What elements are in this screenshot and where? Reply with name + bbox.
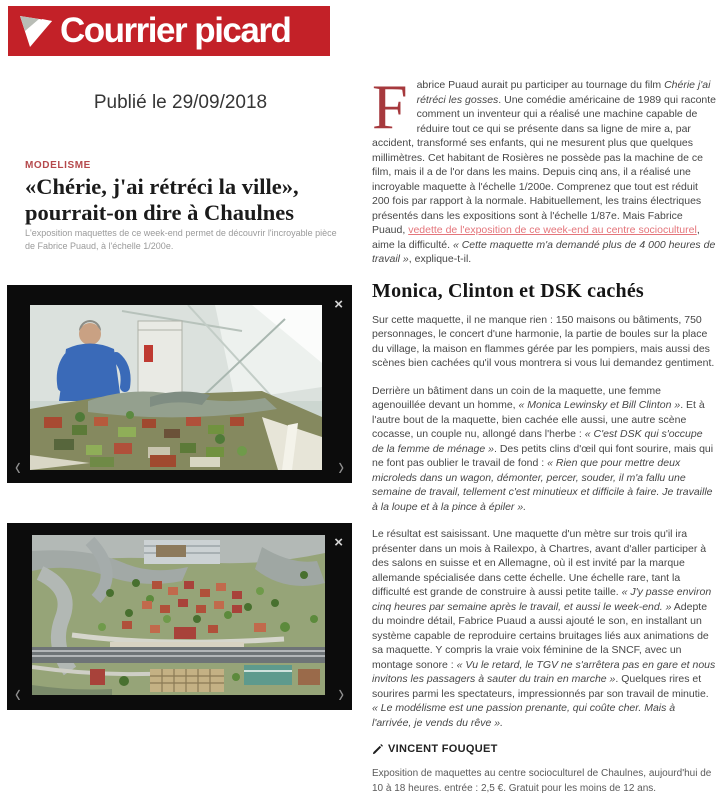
- close-icon[interactable]: ×: [334, 296, 343, 313]
- pen-icon: [372, 744, 383, 755]
- chevron-right-icon[interactable]: ›: [338, 679, 344, 708]
- article-subheading: Monica, Clinton et DSK cachés: [372, 279, 644, 302]
- photo-viewer-1: [7, 285, 352, 483]
- article-kicker: MODELISME: [25, 160, 91, 171]
- chevron-left-icon[interactable]: ‹: [15, 679, 21, 708]
- paragraph-2: Sur cette maquette, il ne manque rien : 150 maisons ou bâtiments, 750 personnages, le concert d'une harmonie, la partie de boules sur la place du village, la maison en flammes gérée par les pompiers, mais aussi des scènes bien cachées qu'il vous montrera si vous lui demandez gentiment.: [372, 313, 715, 369]
- drop-cap: F: [372, 71, 408, 142]
- chevron-right-icon[interactable]: ›: [338, 452, 344, 481]
- close-icon[interactable]: ×: [334, 534, 343, 551]
- paragraph-1: abrice Puaud aurait pu participer au tournage du film Chérie j'ai rétréci les gosses. Une comédie américaine de 1989 qui raconte comment un inventeur qui a réalisé une machine capable de réduire tout ce qui se présente dans sa ligne de mire a, par accident, transformé ses enfants, qui ne mesurent plus que quelques millimètres. Cet habitant de Rosières ne possède pas la machine de ce film, mais il a de l'or dans les mains. Depuis cinq ans, il a réalisé une incroyable maquette à l'échelle 1/200e. Comprenez que tout est réduit 200 fois par rapport à la normale. Habituellement, les trains électriques présentés dans les expositions sont à l'échelle 1/87e. Mais Fabrice Puaud, vedette de l'exposition de ce week-end au centre socioculturel, aime la difficulté. « Cette maquette m'a demandé plus de 4 000 heures de travail », explique-t-il.: [372, 79, 717, 265]
- footer-note: Exposition de maquettes au centre socioculturel de Chaulnes, aujourd'hui de 10 à 18 heures. entrée : 2,5 €. Gratuit pour les moins de 12 ans.: [372, 768, 712, 794]
- article-deck: L'exposition maquettes de ce week-end permet de découvrir l'incroyable pièce de Fabrice Puaud, à l'échelle 1/200e.: [25, 228, 337, 252]
- chevron-left-icon[interactable]: ‹: [15, 452, 21, 481]
- flag-icon: [18, 11, 56, 51]
- byline: [372, 743, 717, 755]
- photo-1-image[interactable]: [30, 305, 322, 470]
- photo-viewer-2: [7, 523, 352, 710]
- published-date: Publié le 29/09/2018: [93, 92, 268, 113]
- article-body: [372, 71, 717, 796]
- paragraph-4: Le résultat est saisissant. Une maquette d'un mètre sur trois qu'il ira présenter dans un mois à Railexpo, à Chartres, avant d'aller participer à des salons en suisse et en Allemagne, où il est invité par la marque allemande spécialisée dans cette échelle. Une échelle rare, tant la difficulté est grande de construire à aussi petite taille. « J'y passe environ cinq heures par semaine après le travail, et aussi le week-end. » Adepte du moindre détail, Fabrice Puaud a aussi ajouté le son, en installant un système capable de reproduire certains bruitages liés aux animations de sa maquette. Y compris la vraie voix féminine de la SNCF, avec un montage sonore : « Vu le retard, le TGV ne s'arrêtera pas en gare et nous invitons les passagers à sauter du train en marche ». Quelques rires et sourires parmi les spectateurs, impressionnés par son travail de minutie. « Le modélisme est une passion prenante, qui coûte cher. Mais à l'arrivée, je vends du rêve ».: [372, 528, 716, 729]
- paragraph-3: Derrière un bâtiment dans un coin de la maquette, une femme agenouillée devant un homme, « Monica Lewinsky et Bill Clinton ». Et à l'autre bout de la maquette, bien cachée elle aussi, une autre scène cocasse, un couple nu, allongé dans l'herbe : « C'est DSK qui s'occupe de la femme de ménage ». Des petits clins d'œil qui font sourire, mais qui ne font pas oublier le travail de fond : « Rien que pour mettre deux microleds dans un wagon, démonter, percer, souder, il m'a fallu une semaine de travail, tellement c'est minutieux et difficile à faire. Je travaille à la loupe et à la pince à épiler ».: [372, 384, 714, 513]
- article-headline: «Chérie, j'ai rétréci la ville», pourrait-on dire à Chaulnes: [25, 174, 299, 225]
- brand-logo-text: Courrier picard: [60, 11, 291, 50]
- brand-logo[interactable]: [8, 6, 330, 56]
- photo-2-image[interactable]: [32, 535, 325, 695]
- byline-name: VINCENT FOUQUET: [388, 743, 498, 755]
